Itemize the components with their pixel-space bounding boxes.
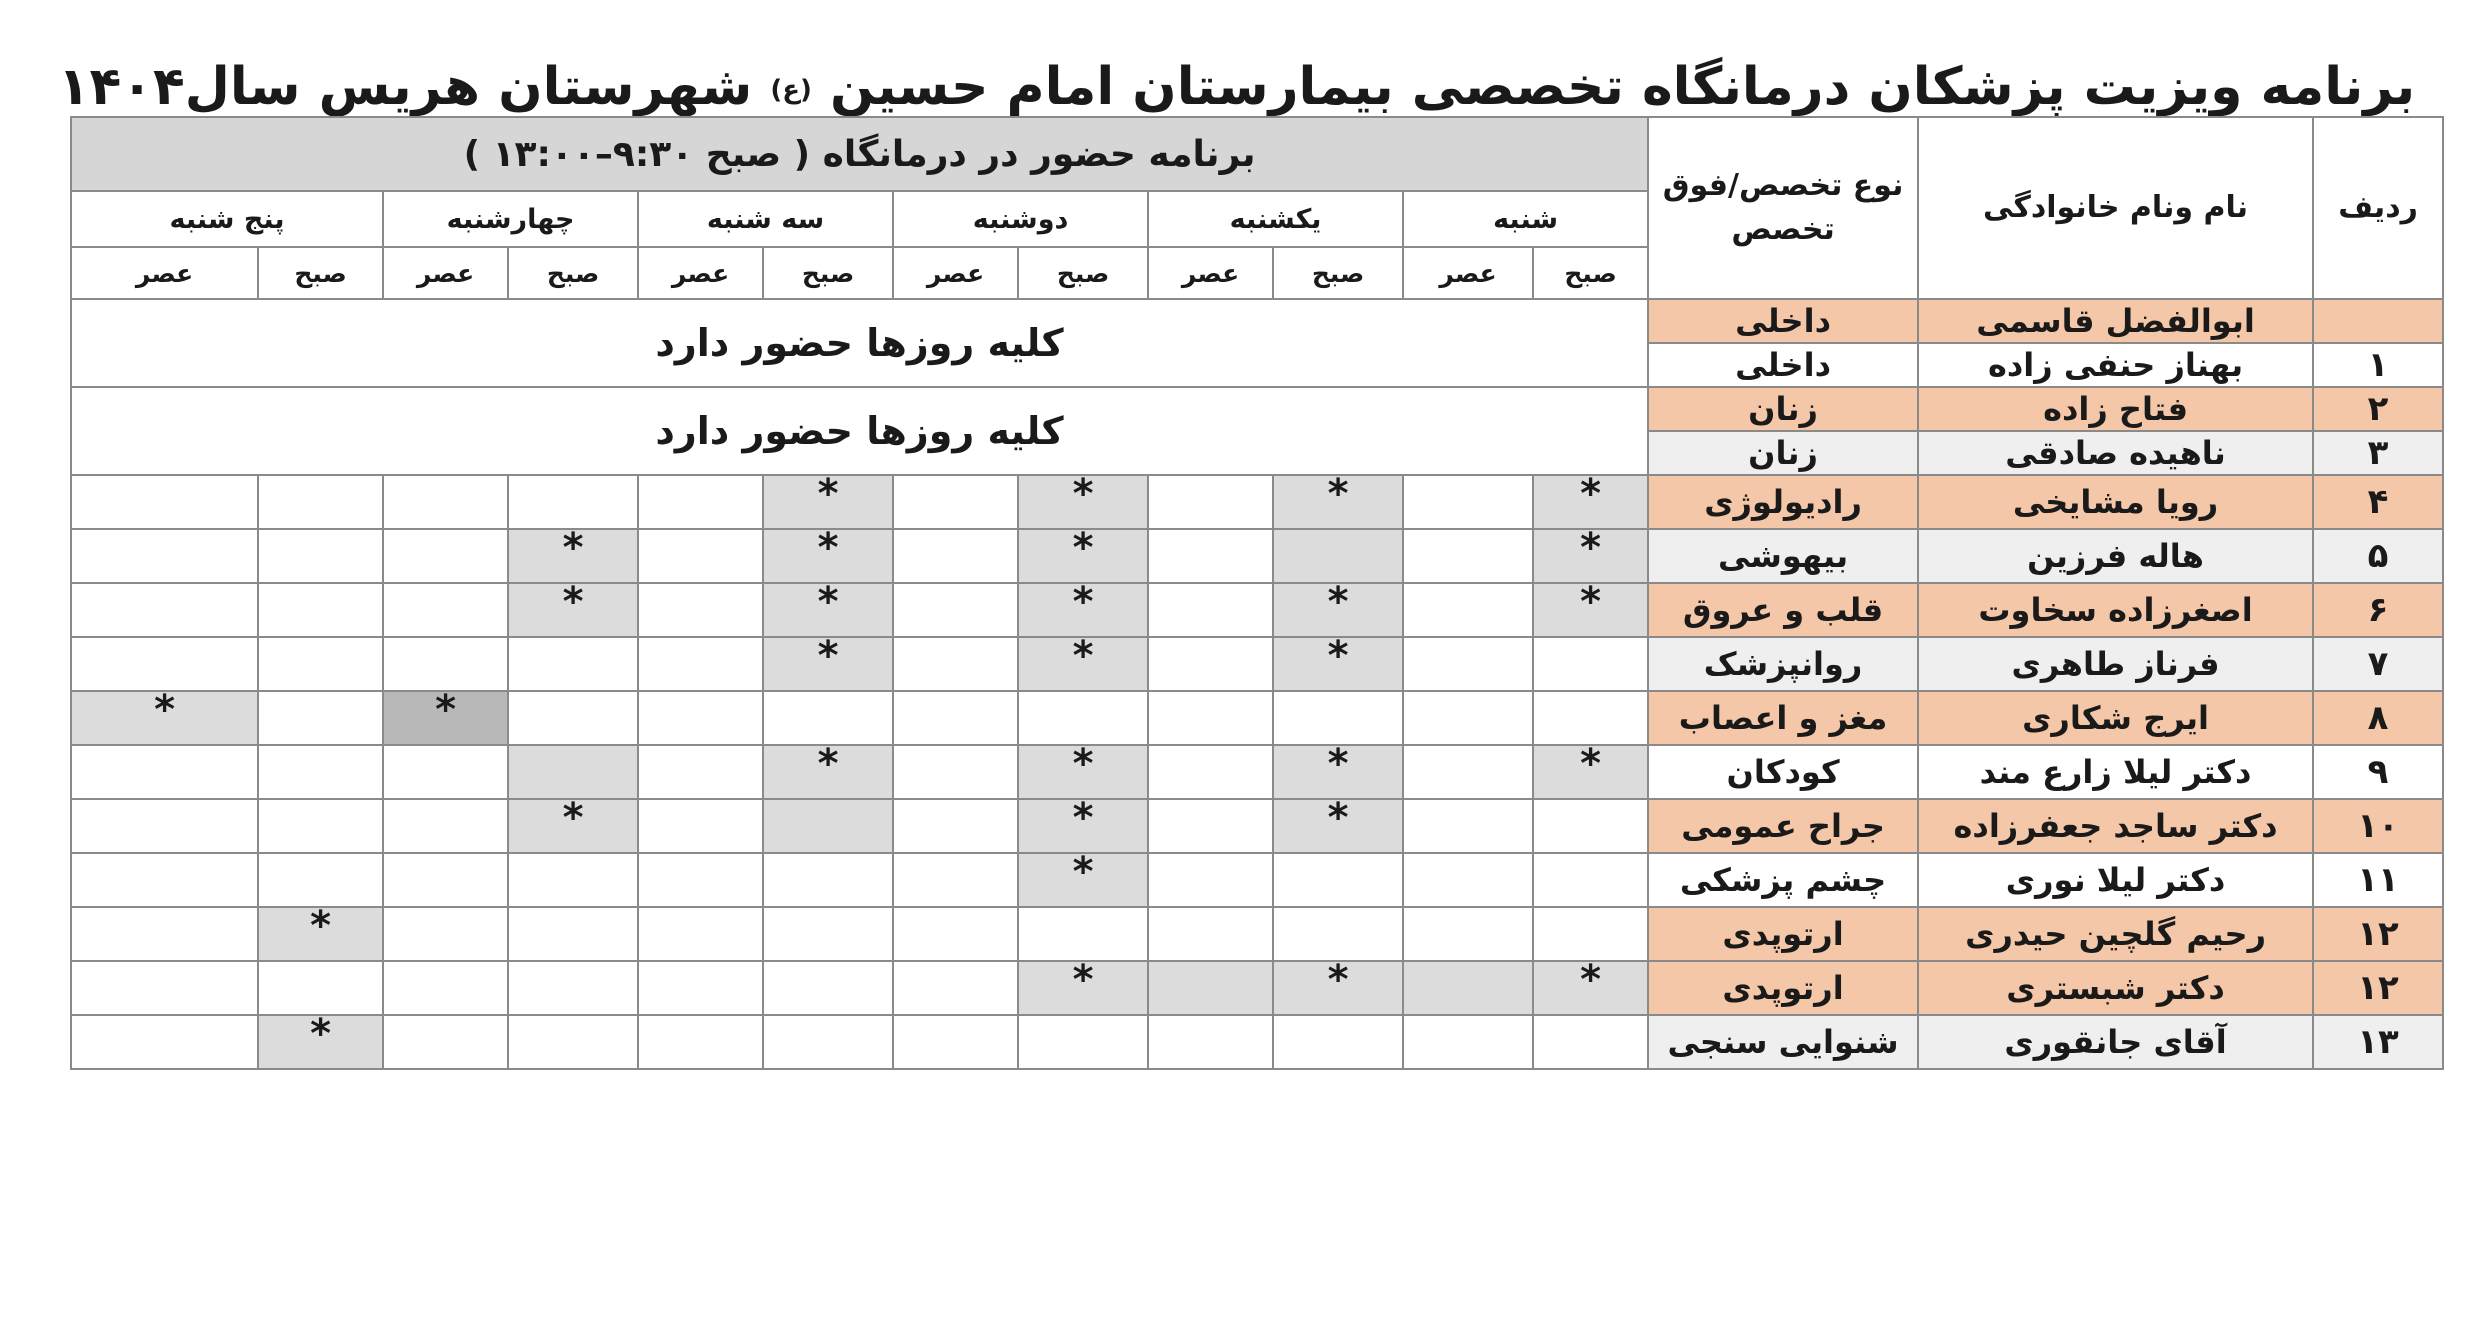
- doctor-row: [71, 387, 2443, 431]
- schedule-slot: [508, 1015, 638, 1069]
- schedule-slot: [893, 637, 1018, 691]
- schedule-slot: [1533, 475, 1648, 529]
- schedule-slot: [508, 583, 638, 637]
- schedule-slot: [893, 1015, 1018, 1069]
- attendance-mark: *: [817, 475, 839, 517]
- schedule-slot: [1018, 961, 1148, 1015]
- schedule-slot: [1018, 853, 1148, 907]
- schedule-slot: [1273, 1015, 1403, 1069]
- schedule-slot: [763, 529, 893, 583]
- all-days-present: کلیه روزها حضور دارد: [71, 387, 1648, 475]
- schedule-slot: [638, 961, 763, 1015]
- schedule-slot: [1148, 583, 1273, 637]
- attendance-mark: *: [562, 583, 584, 625]
- schedule-slot: [638, 907, 763, 961]
- schedule-slot: [893, 583, 1018, 637]
- schedule-slot: [763, 583, 893, 637]
- row-number: ۲: [2313, 387, 2443, 431]
- schedule-slot: [508, 799, 638, 853]
- schedule-slot: [1273, 907, 1403, 961]
- schedule-slot: [1018, 475, 1148, 529]
- schedule-slot: [893, 529, 1018, 583]
- attendance-mark: *: [817, 637, 839, 679]
- schedule-slot: [71, 529, 258, 583]
- row-number: ۱۲: [2313, 907, 2443, 961]
- title-main: برنامه ویزیت پزشکان درمانگاه تخصصی بیمارستان امام حسین: [830, 57, 2416, 117]
- morning-slot-header: صبح: [1273, 247, 1403, 299]
- schedule-slot: [508, 853, 638, 907]
- specialty: زنان: [1648, 387, 1918, 431]
- specialty: جراح عمومی: [1648, 799, 1918, 853]
- specialty: داخلی: [1648, 343, 1918, 387]
- schedule-slot: [893, 475, 1018, 529]
- schedule-slot: [71, 961, 258, 1015]
- day-header: پنج شنبه: [71, 191, 383, 247]
- schedule-slot: [1018, 691, 1148, 745]
- doctor-name: ناهیده صادقی: [1918, 431, 2313, 475]
- doctor-row: [71, 907, 2443, 961]
- attendance-mark: *: [1580, 961, 1601, 1003]
- schedule-slot: [893, 853, 1018, 907]
- schedule-slot: [71, 799, 258, 853]
- doctor-row: [71, 475, 2443, 529]
- schedule-slot: [1148, 799, 1273, 853]
- schedule-slot: [1533, 637, 1648, 691]
- schedule-slot: [258, 1015, 383, 1069]
- specialty: شنوایی سنجی: [1648, 1015, 1918, 1069]
- schedule-slot: [1403, 745, 1533, 799]
- schedule-slot: [258, 529, 383, 583]
- row-number: ۳: [2313, 431, 2443, 475]
- attendance-mark: *: [1072, 583, 1094, 625]
- schedule-slot: [638, 853, 763, 907]
- schedule-slot: [71, 907, 258, 961]
- row-number: ۹: [2313, 745, 2443, 799]
- attendance-mark: *: [817, 529, 839, 571]
- schedule-slot: [763, 961, 893, 1015]
- schedule-slot: [383, 853, 508, 907]
- schedule-slot: [258, 637, 383, 691]
- row-number: ۸: [2313, 691, 2443, 745]
- schedule-slot: [1273, 691, 1403, 745]
- schedule-slot: [383, 583, 508, 637]
- attendance-mark: *: [1580, 583, 1601, 625]
- attendance-mark: *: [310, 907, 331, 949]
- attendance-mark: *: [1327, 637, 1349, 679]
- schedule-slot: [1533, 583, 1648, 637]
- schedule-slot: [383, 475, 508, 529]
- schedule-slot: [508, 475, 638, 529]
- schedule-slot: [1018, 583, 1148, 637]
- schedule-slot: [1403, 529, 1533, 583]
- attendance-mark: *: [1072, 799, 1094, 841]
- doctor-name: ایرج شکاری: [1918, 691, 2313, 745]
- attendance-mark: *: [310, 1015, 331, 1057]
- schedule-slot: [508, 529, 638, 583]
- doctor-row: [71, 1015, 2443, 1069]
- attendance-mark: *: [1327, 799, 1349, 841]
- schedule-slot: [71, 637, 258, 691]
- schedule-slot: [383, 529, 508, 583]
- schedule-slot: [1533, 853, 1648, 907]
- specialty: کودکان: [1648, 745, 1918, 799]
- schedule-slot: [71, 1015, 258, 1069]
- schedule-slot: [893, 799, 1018, 853]
- row-number-header: ردیف: [2313, 117, 2443, 299]
- schedule-slot: [763, 1015, 893, 1069]
- doctor-name: دکتر شبستری: [1918, 961, 2313, 1015]
- specialty: روانپزشک: [1648, 637, 1918, 691]
- schedule-slot: [638, 475, 763, 529]
- schedule-slot: [383, 1015, 508, 1069]
- row-number: ۱۲: [2313, 961, 2443, 1015]
- schedule-slot: [1533, 799, 1648, 853]
- schedule-slot: [1403, 799, 1533, 853]
- specialty: ارتوپدی: [1648, 907, 1918, 961]
- schedule-slot: [893, 745, 1018, 799]
- schedule-slot: [71, 583, 258, 637]
- schedule-slot: [508, 961, 638, 1015]
- attendance-mark: *: [1072, 637, 1094, 679]
- doctor-row: [71, 853, 2443, 907]
- schedule-slot: [1403, 1015, 1533, 1069]
- schedule-slot: [1273, 637, 1403, 691]
- schedule-slot: [1403, 475, 1533, 529]
- row-number: ۷: [2313, 637, 2443, 691]
- schedule-slot: [1148, 637, 1273, 691]
- doctor-row: [71, 745, 2443, 799]
- attendance-mark: *: [1580, 475, 1601, 517]
- schedule-slot: [638, 691, 763, 745]
- row-number: ۶: [2313, 583, 2443, 637]
- visit-schedule-table: [70, 116, 2444, 1070]
- schedule-slot: [638, 529, 763, 583]
- schedule-slot: [763, 745, 893, 799]
- specialty: مغز و اعصاب: [1648, 691, 1918, 745]
- schedule-slot: [1403, 583, 1533, 637]
- specialty: ارتوپدی: [1648, 961, 1918, 1015]
- schedule-slot: [1533, 1015, 1648, 1069]
- day-header: چهارشنبه: [383, 191, 638, 247]
- schedule-slot: [1148, 691, 1273, 745]
- schedule-slot: [1148, 961, 1273, 1015]
- schedule-slot: [508, 745, 638, 799]
- specialty-header: نوع تخصص/فوق تخصص: [1648, 117, 1918, 299]
- doctor-name: دکتر لیلا زارع مند: [1918, 745, 2313, 799]
- attendance-mark: *: [1580, 529, 1601, 571]
- attendance-mark: *: [1327, 583, 1349, 625]
- title-honorific: (ع): [770, 75, 812, 105]
- schedule-slot: [71, 745, 258, 799]
- morning-slot-header: صبح: [1533, 247, 1648, 299]
- schedule-slot: [1273, 961, 1403, 1015]
- schedule-slot: [383, 961, 508, 1015]
- schedule-slot: [1403, 907, 1533, 961]
- afternoon-slot-header: عصر: [383, 247, 508, 299]
- attendance-mark: *: [154, 691, 175, 733]
- schedule-slot: [383, 691, 508, 745]
- attendance-mark: *: [1072, 475, 1094, 517]
- schedule-slot: [258, 583, 383, 637]
- row-number: ۴: [2313, 475, 2443, 529]
- specialty: بیهوشی: [1648, 529, 1918, 583]
- schedule-slot: [1273, 745, 1403, 799]
- doctor-name: فرناز طاهری: [1918, 637, 2313, 691]
- attendance-mark: *: [1072, 853, 1094, 895]
- schedule-slot: [1533, 529, 1648, 583]
- doctor-name: هاله فرزین: [1918, 529, 2313, 583]
- schedule-slot: [1273, 475, 1403, 529]
- doctor-name: دکتر لیلا نوری: [1918, 853, 2313, 907]
- schedule-slot: [1403, 853, 1533, 907]
- doctor-name: بهناز حنفی زاده: [1918, 343, 2313, 387]
- afternoon-slot-header: عصر: [638, 247, 763, 299]
- doctor-row: [71, 799, 2443, 853]
- schedule-slot: [258, 691, 383, 745]
- day-header: یکشنبه: [1148, 191, 1403, 247]
- afternoon-slot-header: عصر: [71, 247, 258, 299]
- doctor-row: [71, 583, 2443, 637]
- name-header: نام ونام خانوادگی: [1918, 117, 2313, 299]
- title-city-year: شهرستان هریس سال۱۴۰۴: [57, 57, 753, 117]
- schedule-slot: [1403, 637, 1533, 691]
- morning-slot-header: صبح: [763, 247, 893, 299]
- doctor-name: رویا مشایخی: [1918, 475, 2313, 529]
- morning-slot-header: صبح: [508, 247, 638, 299]
- specialty: رادیولوژی: [1648, 475, 1918, 529]
- schedule-slot: [763, 853, 893, 907]
- schedule-slot: [383, 907, 508, 961]
- row-number: ۱۱: [2313, 853, 2443, 907]
- row-number: [2313, 299, 2443, 343]
- attendance-mark: *: [1327, 475, 1349, 517]
- schedule-slot: [71, 853, 258, 907]
- schedule-slot: [1148, 907, 1273, 961]
- attendance-mark: *: [1072, 745, 1094, 787]
- doctor-row: [71, 961, 2443, 1015]
- schedule-slot: [1533, 907, 1648, 961]
- schedule-slot: [258, 745, 383, 799]
- doctor-name: اصغرزاده سخاوت: [1918, 583, 2313, 637]
- schedule-slot: [258, 907, 383, 961]
- schedule-slot: [763, 907, 893, 961]
- doctor-name: دکتر ساجد جعفرزاده: [1918, 799, 2313, 853]
- doctor-name: رحیم گلچین حیدری: [1918, 907, 2313, 961]
- doctor-row: [71, 691, 2443, 745]
- schedule-slot: [763, 475, 893, 529]
- afternoon-slot-header: عصر: [1148, 247, 1273, 299]
- doctor-name: فتاح زاده: [1918, 387, 2313, 431]
- schedule-slot: [893, 691, 1018, 745]
- schedule-slot: [638, 637, 763, 691]
- schedule-slot: [1018, 637, 1148, 691]
- schedule-slot: [258, 961, 383, 1015]
- schedule-slot: [1533, 691, 1648, 745]
- attendance-mark: *: [562, 799, 584, 841]
- attendance-mark: *: [562, 529, 584, 571]
- row-number: ۵: [2313, 529, 2443, 583]
- schedule-slot: [1018, 1015, 1148, 1069]
- schedule-slot: [508, 907, 638, 961]
- day-header: دوشنبه: [893, 191, 1148, 247]
- specialty: داخلی: [1648, 299, 1918, 343]
- attendance-mark: *: [1327, 745, 1349, 787]
- specialty: قلب و عروق: [1648, 583, 1918, 637]
- schedule-slot: [1018, 745, 1148, 799]
- schedule-slot: [638, 799, 763, 853]
- schedule-slot: [638, 583, 763, 637]
- doctor-name: ابوالفضل قاسمی: [1918, 299, 2313, 343]
- schedule-slot: [508, 637, 638, 691]
- doctor-row: [71, 637, 2443, 691]
- schedule-slot: [763, 799, 893, 853]
- schedule-slot: [1018, 907, 1148, 961]
- doctor-row: [71, 529, 2443, 583]
- schedule-slot: [1148, 745, 1273, 799]
- schedule-slot: [763, 637, 893, 691]
- schedule-slot: [1533, 961, 1648, 1015]
- attendance-mark: *: [435, 691, 456, 733]
- schedule-slot: [1403, 691, 1533, 745]
- schedule-slot: [638, 1015, 763, 1069]
- schedule-slot: [1403, 961, 1533, 1015]
- all-days-present: کلیه روزها حضور دارد: [71, 299, 1648, 387]
- attendance-mark: *: [817, 745, 839, 787]
- day-header: شنبه: [1403, 191, 1648, 247]
- attendance-mark: *: [1327, 961, 1349, 1003]
- afternoon-slot-header: عصر: [893, 247, 1018, 299]
- schedule-slot: [1018, 799, 1148, 853]
- schedule-slot: [1273, 583, 1403, 637]
- schedule-slot: [1148, 529, 1273, 583]
- row-number: ۱: [2313, 343, 2443, 387]
- schedule-slot: [383, 637, 508, 691]
- row-number: ۱۰: [2313, 799, 2443, 853]
- schedule-slot: [1273, 853, 1403, 907]
- schedule-slot: [893, 961, 1018, 1015]
- schedule-slot: [763, 691, 893, 745]
- schedule-slot: [383, 745, 508, 799]
- doctor-name: آقای جانقوری: [1918, 1015, 2313, 1069]
- specialty: چشم پزشکی: [1648, 853, 1918, 907]
- schedule-slot: [893, 907, 1018, 961]
- attendance-mark: *: [1072, 529, 1094, 571]
- schedule-slot: [258, 475, 383, 529]
- row-number: ۱۳: [2313, 1015, 2443, 1069]
- day-header: سه شنبه: [638, 191, 893, 247]
- schedule-slot: [638, 745, 763, 799]
- morning-slot-header: صبح: [258, 247, 383, 299]
- schedule-slot: [1148, 853, 1273, 907]
- schedule-slot: [71, 475, 258, 529]
- schedule-slot: [1273, 529, 1403, 583]
- schedule-slot: [1018, 529, 1148, 583]
- afternoon-slot-header: عصر: [1403, 247, 1533, 299]
- schedule-slot: [71, 691, 258, 745]
- morning-slot-header: صبح: [1018, 247, 1148, 299]
- schedule-slot: [258, 799, 383, 853]
- specialty: زنان: [1648, 431, 1918, 475]
- schedule-slot: [383, 799, 508, 853]
- schedule-slot: [258, 853, 383, 907]
- attendance-mark: *: [1072, 961, 1094, 1003]
- schedule-slot: [1533, 745, 1648, 799]
- attendance-mark: *: [1580, 745, 1601, 787]
- schedule-header: برنامه حضور در درمانگاه ( صبح ۹:۳۰–۱۳:۰۰ ): [71, 117, 1648, 191]
- schedule-slot: [1148, 475, 1273, 529]
- attendance-mark: *: [817, 583, 839, 625]
- schedule-slot: [1148, 1015, 1273, 1069]
- schedule-slot: [508, 691, 638, 745]
- doctor-row: [71, 299, 2443, 343]
- schedule-slot: [1273, 799, 1403, 853]
